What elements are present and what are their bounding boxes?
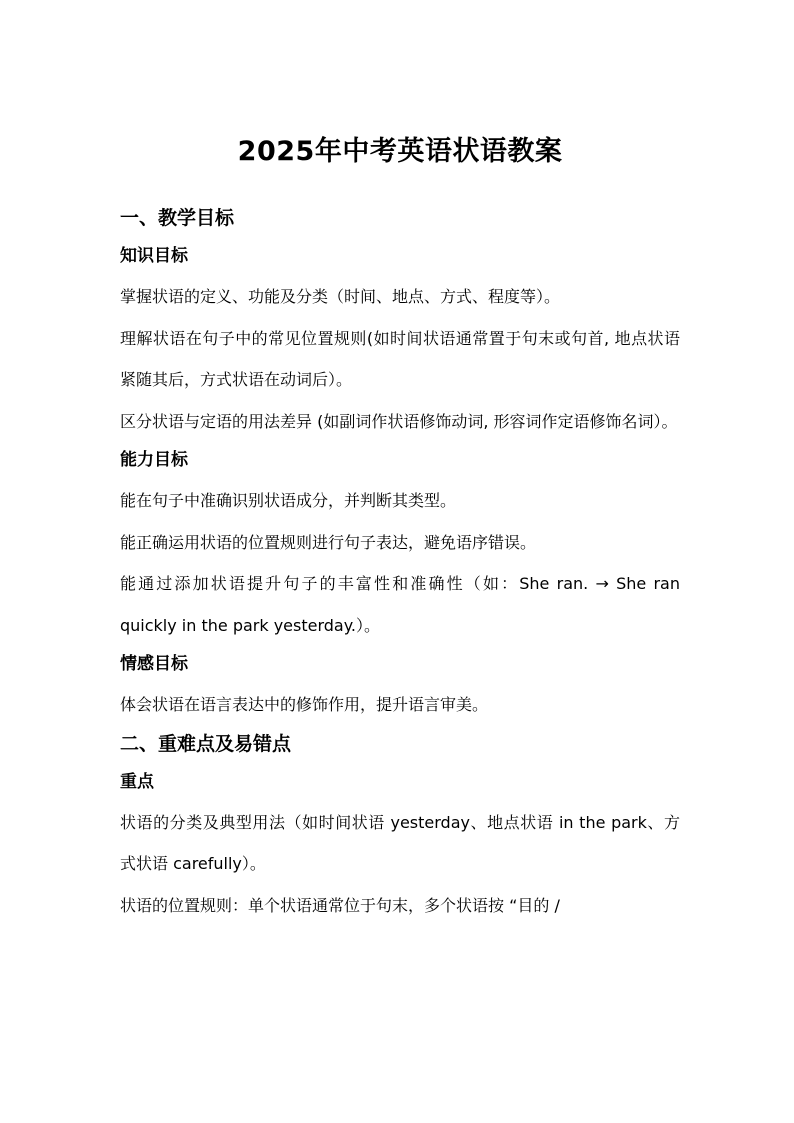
section-heading-key-points: 二、重难点及易错点 <box>120 732 292 755</box>
subheading-emotion-goals: 情感目标 <box>120 654 188 674</box>
document-title: 2025年中考英语状语教案 <box>237 136 563 167</box>
subheading-key: 重点 <box>120 771 154 792</box>
paragraph: 体会状语在语言表达中的修饰作用，提升语言审美。 <box>120 695 489 714</box>
subheading-knowledge-goals: 知识目标 <box>120 246 188 266</box>
document-body <box>120 132 680 926</box>
section-heading-teaching-goals: 一、教学目标 <box>120 207 235 229</box>
subheading-ability-goals: 能力目标 <box>120 450 188 470</box>
paragraph: 理解状语在句子中的常见位置规则(如时间状语通常置于句末或句首, 地点状语紧随其后，方式状语在动词后）。 <box>120 328 680 389</box>
paragraph: 状语的位置规则：单个状语通常位于句末，多个状语按 “目的 / <box>120 895 560 915</box>
paragraph: 状语的分类及典型用法（如时间状语 yesterday、地点状语 in the park、方式状语 carefully）。 <box>120 812 680 873</box>
paragraph: 能通过添加状语提升句子的丰富性和准确性（如：She ran. → She ran quickly in the park yesterday.）。 <box>120 574 680 635</box>
paragraph: 能在句子中准确识别状语成分，并判断其类型。 <box>120 491 457 510</box>
paragraph: 掌握状语的定义、功能及分类（时间、地点、方式、程度等）。 <box>120 287 561 306</box>
paragraph: 区分状语与定语的用法差异 (如副词作状语修饰动词, 形容词作定语修饰名词）。 <box>120 411 678 431</box>
paragraph: 能正确运用状语的位置规则进行句子表达，避免语序错误。 <box>120 532 537 552</box>
